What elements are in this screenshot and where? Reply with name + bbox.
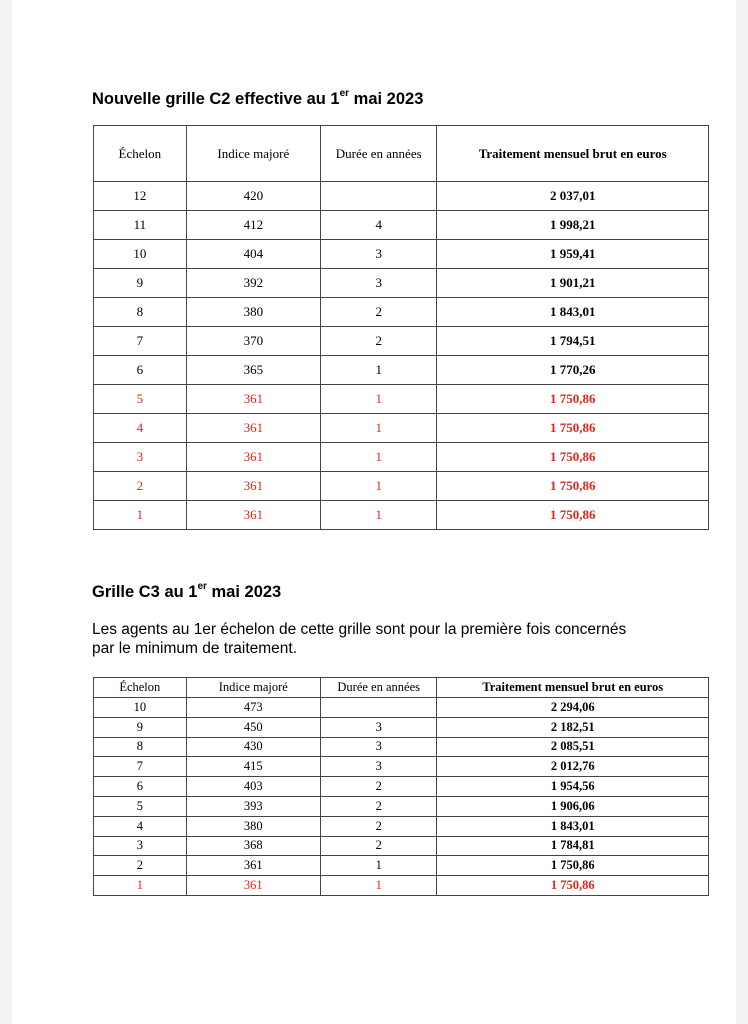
section1-title-suffix: mai 2023 — [349, 90, 424, 108]
cell-echelon: 7 — [94, 327, 187, 356]
cell-duree: 2 — [320, 298, 436, 327]
cell-traitement: 1 843,01 — [437, 816, 709, 836]
cell-traitement: 1 750,86 — [437, 414, 709, 443]
cell-traitement: 2 294,06 — [437, 698, 709, 718]
section2-title — [92, 583, 281, 602]
cell-duree: 2 — [320, 796, 436, 816]
table-row — [94, 298, 709, 327]
cell-echelon: 10 — [94, 698, 187, 718]
cell-traitement: 1 906,06 — [437, 796, 709, 816]
cell-duree: 1 — [320, 876, 436, 896]
cell-traitement: 1 750,86 — [437, 472, 709, 501]
header-duree: Durée en années — [320, 678, 436, 698]
cell-traitement: 1 998,21 — [437, 211, 709, 240]
table-row — [94, 698, 709, 718]
section1-title — [92, 90, 423, 109]
cell-duree: 2 — [320, 327, 436, 356]
cell-duree: 1 — [320, 472, 436, 501]
cell-traitement: 1 750,86 — [437, 443, 709, 472]
header-traitement: Traitement mensuel brut en euros — [437, 678, 709, 698]
cell-duree — [320, 698, 436, 718]
cell-duree: 3 — [320, 737, 436, 757]
table-row — [94, 777, 709, 797]
cell-echelon: 6 — [94, 356, 187, 385]
table-row — [94, 327, 709, 356]
section2-title-sup: er — [197, 581, 207, 592]
cell-indice: 361 — [186, 443, 320, 472]
cell-echelon: 8 — [94, 737, 187, 757]
cell-echelon: 2 — [94, 856, 187, 876]
header-duree: Durée en années — [320, 126, 436, 182]
section2-title-suffix: mai 2023 — [206, 583, 282, 601]
cell-traitement: 1 750,86 — [437, 385, 709, 414]
grid-c2-body — [94, 182, 709, 530]
table-row — [94, 836, 709, 856]
cell-echelon: 2 — [94, 472, 187, 501]
cell-indice: 393 — [186, 796, 320, 816]
cell-traitement: 2 012,76 — [437, 757, 709, 777]
cell-duree: 2 — [320, 777, 436, 797]
cell-traitement: 1 954,56 — [437, 777, 709, 797]
cell-indice: 420 — [186, 182, 320, 211]
cell-echelon: 7 — [94, 757, 187, 777]
section2-note: Les agents au 1er échelon de cette grille sont pour la première fois concernés par le minimum de traitement. — [92, 621, 627, 657]
table-row — [94, 796, 709, 816]
table-row — [94, 443, 709, 472]
table-row — [94, 757, 709, 777]
cell-echelon: 10 — [94, 240, 187, 269]
cell-echelon: 5 — [94, 385, 187, 414]
cell-traitement: 1 750,86 — [437, 501, 709, 530]
cell-echelon: 3 — [94, 836, 187, 856]
table-row — [94, 269, 709, 298]
cell-duree: 4 — [320, 211, 436, 240]
cell-indice: 361 — [186, 414, 320, 443]
header-traitement: Traitement mensuel brut en euros — [437, 126, 709, 182]
cell-traitement: 2 085,51 — [437, 737, 709, 757]
table-row — [94, 737, 709, 757]
cell-indice: 403 — [186, 777, 320, 797]
table-row — [94, 356, 709, 385]
header-echelon: Échelon — [94, 126, 187, 182]
table-row — [94, 472, 709, 501]
cell-indice: 415 — [186, 757, 320, 777]
cell-indice: 392 — [186, 269, 320, 298]
section1-title-sup: er — [339, 88, 350, 99]
cell-duree: 3 — [320, 240, 436, 269]
cell-indice: 450 — [186, 717, 320, 737]
cell-echelon: 11 — [94, 211, 187, 240]
table-row — [94, 240, 709, 269]
cell-echelon: 8 — [94, 298, 187, 327]
cell-echelon: 9 — [94, 269, 187, 298]
cell-traitement: 1 843,01 — [437, 298, 709, 327]
cell-traitement: 1 901,21 — [437, 269, 709, 298]
cell-duree: 1 — [320, 856, 436, 876]
cell-indice: 368 — [186, 836, 320, 856]
table-row — [94, 211, 709, 240]
cell-traitement: 1 770,26 — [437, 356, 709, 385]
cell-indice: 412 — [186, 211, 320, 240]
table-row — [94, 501, 709, 530]
cell-duree: 1 — [320, 443, 436, 472]
cell-traitement: 2 182,51 — [437, 717, 709, 737]
cell-indice: 380 — [186, 298, 320, 327]
header-indice: Indice majoré — [186, 678, 320, 698]
cell-indice: 361 — [186, 385, 320, 414]
grid-c2-table — [93, 125, 709, 530]
cell-echelon: 12 — [94, 182, 187, 211]
cell-traitement: 1 750,86 — [437, 856, 709, 876]
grid-c3-table — [93, 677, 709, 896]
table-row — [94, 816, 709, 836]
table-header-row — [94, 126, 709, 182]
cell-duree: 2 — [320, 816, 436, 836]
section1-title-text: Nouvelle grille C2 effective au 1 — [92, 90, 340, 108]
cell-indice: 380 — [186, 816, 320, 836]
cell-indice: 361 — [186, 856, 320, 876]
cell-echelon: 6 — [94, 777, 187, 797]
cell-indice: 361 — [186, 501, 320, 530]
page-edge-left — [0, 0, 12, 1024]
table-row — [94, 182, 709, 211]
cell-duree: 1 — [320, 414, 436, 443]
cell-traitement: 1 750,86 — [437, 876, 709, 896]
cell-indice: 430 — [186, 737, 320, 757]
cell-echelon: 5 — [94, 796, 187, 816]
cell-duree: 1 — [320, 385, 436, 414]
page-edge-right — [736, 0, 748, 1024]
cell-duree: 3 — [320, 717, 436, 737]
cell-duree: 3 — [320, 269, 436, 298]
cell-duree — [320, 182, 436, 211]
cell-duree: 1 — [320, 356, 436, 385]
section2-title-text: Grille C3 au 1 — [92, 583, 198, 601]
cell-duree: 3 — [320, 757, 436, 777]
table-row — [94, 856, 709, 876]
cell-traitement: 1 784,81 — [437, 836, 709, 856]
grid-c3-body — [94, 698, 709, 896]
table-row — [94, 876, 709, 896]
cell-indice: 361 — [186, 472, 320, 501]
cell-echelon: 4 — [94, 816, 187, 836]
cell-echelon: 3 — [94, 443, 187, 472]
cell-echelon: 1 — [94, 501, 187, 530]
table-row — [94, 414, 709, 443]
cell-duree: 2 — [320, 836, 436, 856]
cell-traitement: 1 794,51 — [437, 327, 709, 356]
cell-indice: 370 — [186, 327, 320, 356]
cell-echelon: 1 — [94, 876, 187, 896]
header-echelon: Échelon — [94, 678, 187, 698]
table-row — [94, 385, 709, 414]
table-header-row — [94, 678, 709, 698]
cell-traitement: 1 959,41 — [437, 240, 709, 269]
cell-duree: 1 — [320, 501, 436, 530]
cell-traitement: 2 037,01 — [437, 182, 709, 211]
cell-indice: 404 — [186, 240, 320, 269]
table-row — [94, 717, 709, 737]
cell-indice: 365 — [186, 356, 320, 385]
cell-indice: 473 — [186, 698, 320, 718]
cell-echelon: 9 — [94, 717, 187, 737]
header-indice: Indice majoré — [186, 126, 320, 182]
cell-echelon: 4 — [94, 414, 187, 443]
cell-indice: 361 — [186, 876, 320, 896]
